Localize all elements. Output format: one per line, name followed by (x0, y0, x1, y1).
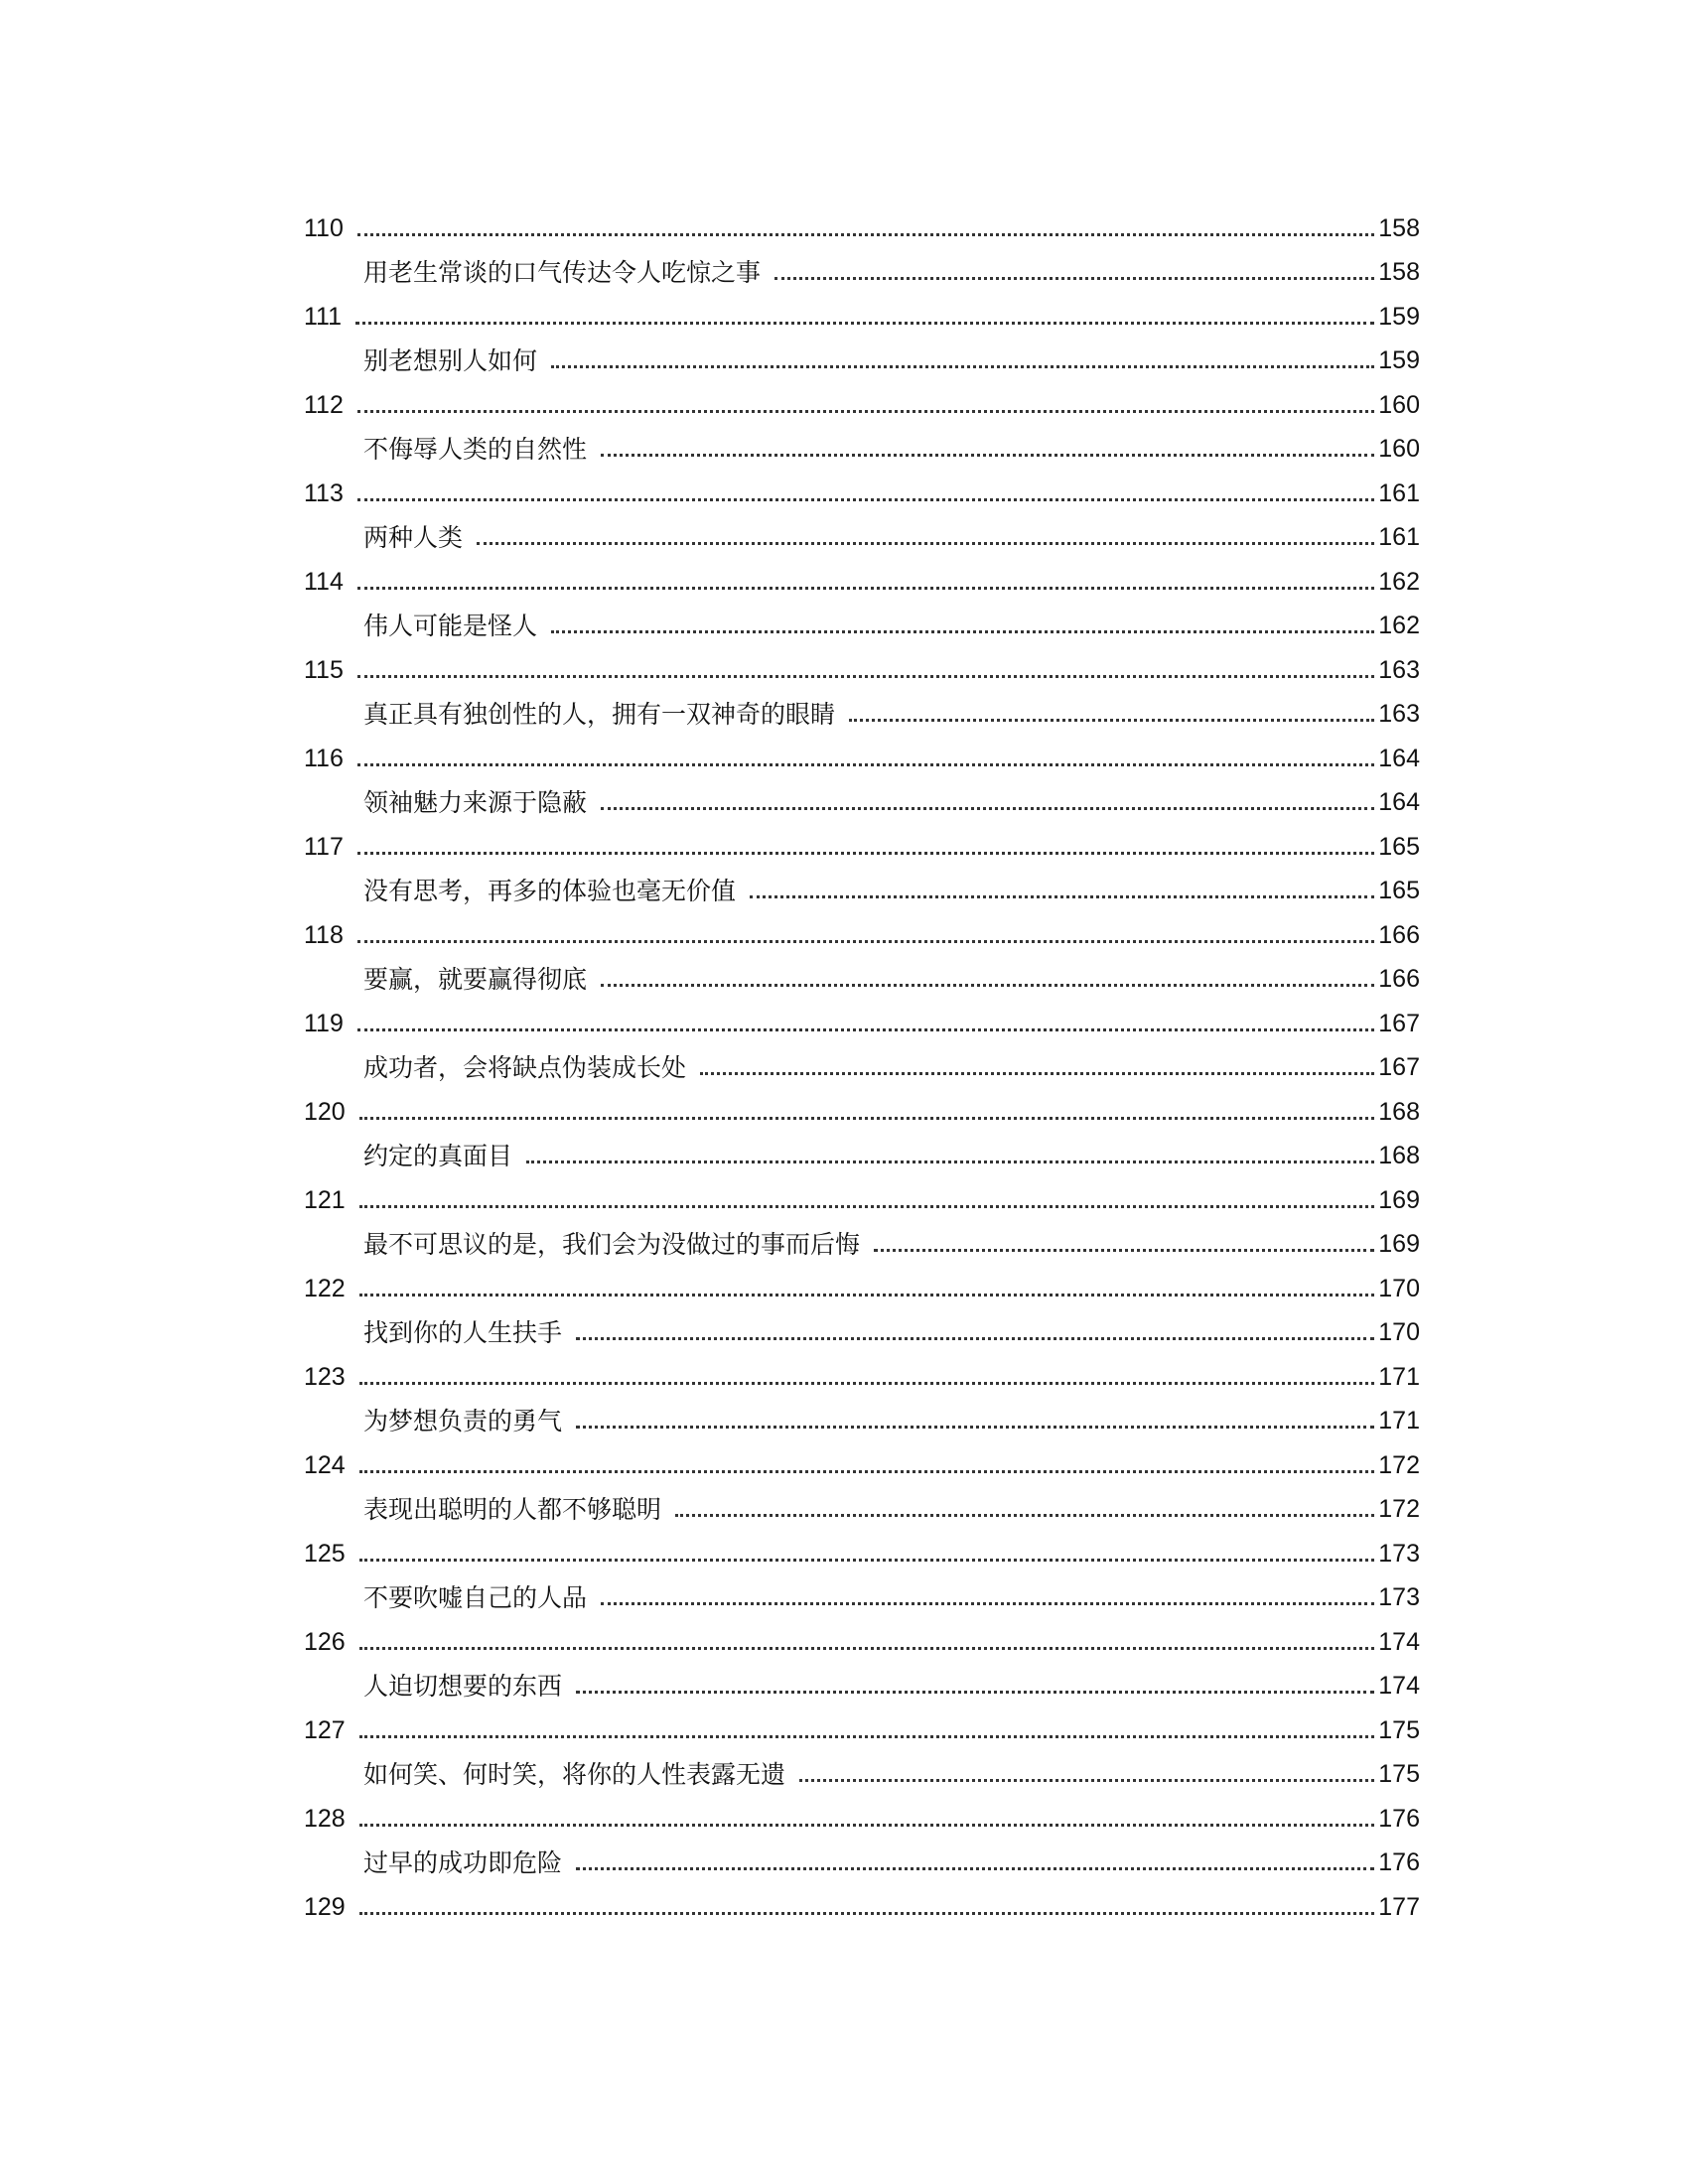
toc-entry-title: 领袖魅力来源于隐蔽 (363, 788, 588, 818)
toc-section-number: 125 (304, 1539, 346, 1568)
toc-page-number: 174 (1378, 1672, 1420, 1701)
toc-page-number: 172 (1378, 1495, 1420, 1524)
toc-page-number: 162 (1378, 567, 1420, 596)
toc-entry-row[interactable] (304, 1311, 1420, 1356)
dot-leader (359, 1735, 1375, 1738)
toc-page-number: 168 (1378, 1097, 1420, 1126)
dot-leader (601, 807, 1374, 810)
toc-entry-title: 人迫切想要的东西 (363, 1672, 563, 1702)
toc-entry-title: 没有思考，再多的体验也毫无价值 (363, 877, 737, 906)
toc-page-number: 176 (1378, 1804, 1420, 1833)
toc-entry-row[interactable] (304, 1046, 1420, 1091)
toc-page-number: 161 (1378, 478, 1420, 507)
toc-section-row[interactable] (304, 737, 1420, 781)
toc-section-row[interactable] (304, 1443, 1420, 1488)
dot-leader (359, 1382, 1375, 1385)
toc-entry-row[interactable] (304, 1576, 1420, 1621)
toc-entry-row[interactable] (304, 605, 1420, 649)
dot-leader (357, 1028, 1374, 1031)
dot-leader (601, 984, 1374, 987)
toc-section-row[interactable] (304, 913, 1420, 958)
toc-entry-title: 不要吹嘘自己的人品 (363, 1583, 588, 1613)
toc-page-number: 167 (1378, 1009, 1420, 1037)
dot-leader (750, 895, 1374, 898)
toc-entry-row[interactable] (304, 340, 1420, 384)
dot-leader (359, 1294, 1375, 1297)
toc-entry-title: 找到你的人生扶手 (363, 1318, 563, 1348)
dot-leader (359, 1117, 1375, 1120)
toc-page-number: 175 (1378, 1715, 1420, 1744)
toc-entry-row[interactable] (304, 251, 1420, 296)
toc-page-number: 162 (1378, 612, 1420, 640)
toc-section-number: 110 (304, 213, 344, 242)
dot-leader (359, 1470, 1375, 1473)
toc-entry-title: 最不可思议的是，我们会为没做过的事而后悔 (363, 1230, 861, 1260)
toc-section-number: 116 (304, 744, 344, 772)
toc-page-number: 171 (1378, 1362, 1420, 1391)
dot-leader (799, 1779, 1374, 1782)
toc-entry-title: 如何笑、何时笑，将你的人性表露无遗 (363, 1760, 786, 1790)
dot-leader (357, 940, 1374, 943)
toc-page-number: 175 (1378, 1760, 1420, 1789)
toc-entry-title: 为梦想负责的勇气 (363, 1407, 563, 1436)
toc-page-number: 164 (1378, 788, 1420, 817)
toc-section-number: 118 (304, 920, 344, 949)
dot-leader (849, 719, 1374, 722)
toc-page-number: 172 (1378, 1450, 1420, 1479)
toc-page-number: 166 (1378, 920, 1420, 949)
toc-section-row[interactable] (304, 1797, 1420, 1842)
toc-page-number: 170 (1378, 1274, 1420, 1302)
dot-leader (359, 1912, 1375, 1915)
dot-leader (359, 1824, 1375, 1827)
toc-page-number: 159 (1378, 346, 1420, 375)
toc-page-number: 169 (1378, 1185, 1420, 1214)
toc-section-row[interactable] (304, 1090, 1420, 1135)
dot-leader (357, 763, 1374, 766)
toc-page-number: 158 (1378, 213, 1420, 242)
toc-entry-row[interactable] (304, 428, 1420, 473)
dot-leader (601, 454, 1374, 457)
toc-section-row[interactable] (304, 1002, 1420, 1046)
toc-entry-row[interactable] (304, 781, 1420, 826)
dot-leader (576, 1867, 1374, 1870)
toc-entry-title: 用老生常谈的口气传达令人吃惊之事 (363, 258, 762, 288)
toc-page-number: 168 (1378, 1142, 1420, 1170)
toc-page-number: 163 (1378, 655, 1420, 684)
toc-section-number: 122 (304, 1274, 346, 1302)
toc-section-number: 129 (304, 1892, 346, 1921)
toc-section-row[interactable] (304, 472, 1420, 516)
toc-page-number: 173 (1378, 1583, 1420, 1612)
toc-entry-title: 两种人类 (363, 523, 464, 553)
dot-leader (526, 1160, 1374, 1163)
toc-page-number: 165 (1378, 832, 1420, 861)
toc-page-number: 176 (1378, 1848, 1420, 1877)
toc-section-row[interactable] (304, 295, 1420, 340)
toc-entry-row[interactable] (304, 958, 1420, 1003)
toc-section-number: 111 (304, 302, 343, 331)
toc-page-number: 161 (1378, 523, 1420, 552)
dot-leader (357, 852, 1374, 855)
toc-section-number: 112 (304, 390, 344, 419)
toc-page-number: 165 (1378, 877, 1420, 905)
dot-leader (874, 1249, 1374, 1252)
dot-leader (774, 277, 1374, 280)
toc-section-number: 126 (304, 1627, 346, 1656)
toc-section-number: 127 (304, 1715, 346, 1744)
dot-leader (357, 498, 1374, 501)
toc-page-number: 164 (1378, 744, 1420, 772)
dot-leader (675, 1514, 1374, 1517)
toc-section-number: 120 (304, 1097, 346, 1126)
dot-leader (551, 365, 1374, 368)
toc-entry-row[interactable] (304, 1400, 1420, 1444)
toc-entry-title: 表现出聪明的人都不够聪明 (363, 1495, 662, 1525)
dot-leader (700, 1072, 1374, 1075)
toc-section-row[interactable] (304, 1885, 1420, 1930)
dot-leader (357, 233, 1374, 236)
toc-entry-title: 不侮辱人类的自然性 (363, 435, 588, 465)
toc-section-number: 113 (304, 478, 344, 507)
dot-leader (357, 410, 1374, 413)
dot-leader (576, 1337, 1374, 1340)
toc-section-number: 115 (304, 655, 344, 684)
toc-section-row[interactable] (304, 825, 1420, 870)
toc-section-number: 121 (304, 1185, 346, 1214)
toc-page-number: 167 (1378, 1053, 1420, 1082)
toc-entry-title: 要赢，就要赢得彻底 (363, 965, 588, 995)
toc-entry-row[interactable] (304, 693, 1420, 738)
dot-leader (601, 1602, 1374, 1605)
toc-entry-row[interactable] (304, 1135, 1420, 1179)
toc-page-number: 170 (1378, 1318, 1420, 1347)
dot-leader (576, 1691, 1374, 1694)
toc-page-number: 173 (1378, 1539, 1420, 1568)
toc-page-number: 174 (1378, 1627, 1420, 1656)
toc-entry-row[interactable] (304, 1488, 1420, 1533)
toc-section-number: 117 (304, 832, 344, 861)
toc-section-row[interactable] (304, 1178, 1420, 1223)
toc-section-row[interactable] (304, 1267, 1420, 1311)
toc-section-row[interactable] (304, 560, 1420, 605)
toc-section-row[interactable] (304, 1355, 1420, 1400)
toc-page-number: 160 (1378, 390, 1420, 419)
toc-entry-row[interactable] (304, 1753, 1420, 1798)
toc-section-number: 114 (304, 567, 344, 596)
toc-entry-row[interactable] (304, 1223, 1420, 1268)
toc-entry-title: 过早的成功即危险 (363, 1848, 563, 1878)
toc-section-row[interactable] (304, 383, 1420, 428)
toc-page-number: 177 (1378, 1892, 1420, 1921)
toc-entry-title: 成功者，会将缺点伪装成长处 (363, 1053, 687, 1083)
toc-section-row[interactable] (304, 1620, 1420, 1665)
toc-entry-title: 别老想别人如何 (363, 346, 538, 376)
dot-leader (357, 587, 1374, 590)
dot-leader (576, 1426, 1374, 1429)
toc-page-number: 171 (1378, 1407, 1420, 1435)
toc-entry-title: 真正具有独创性的人，拥有一双神奇的眼睛 (363, 700, 836, 730)
toc-entry-row[interactable] (304, 516, 1420, 561)
toc-entry-row[interactable] (304, 1665, 1420, 1709)
table-of-contents (304, 206, 1420, 1930)
toc-page-number: 163 (1378, 700, 1420, 729)
toc-entry-title: 伟人可能是怪人 (363, 612, 538, 641)
dot-leader (551, 630, 1374, 633)
dot-leader (357, 675, 1374, 678)
dot-leader (359, 1559, 1375, 1562)
toc-section-number: 119 (304, 1009, 344, 1037)
dot-leader (477, 542, 1374, 545)
toc-section-number: 128 (304, 1804, 346, 1833)
toc-section-number: 123 (304, 1362, 346, 1391)
toc-section-row[interactable] (304, 1708, 1420, 1753)
toc-page-number: 169 (1378, 1230, 1420, 1259)
toc-page-number: 166 (1378, 965, 1420, 994)
toc-section-row[interactable] (304, 206, 1420, 251)
toc-entry-row[interactable] (304, 1842, 1420, 1886)
dot-leader (359, 1205, 1375, 1208)
toc-page-number: 160 (1378, 435, 1420, 464)
toc-page-number: 159 (1378, 302, 1420, 331)
toc-section-number: 124 (304, 1450, 346, 1479)
dot-leader (359, 1647, 1375, 1650)
toc-section-row[interactable] (304, 1532, 1420, 1576)
toc-page-number: 158 (1378, 258, 1420, 287)
toc-section-row[interactable] (304, 648, 1420, 693)
toc-entry-row[interactable] (304, 870, 1420, 914)
dot-leader (355, 322, 1374, 325)
toc-entry-title: 约定的真面目 (363, 1142, 513, 1171)
